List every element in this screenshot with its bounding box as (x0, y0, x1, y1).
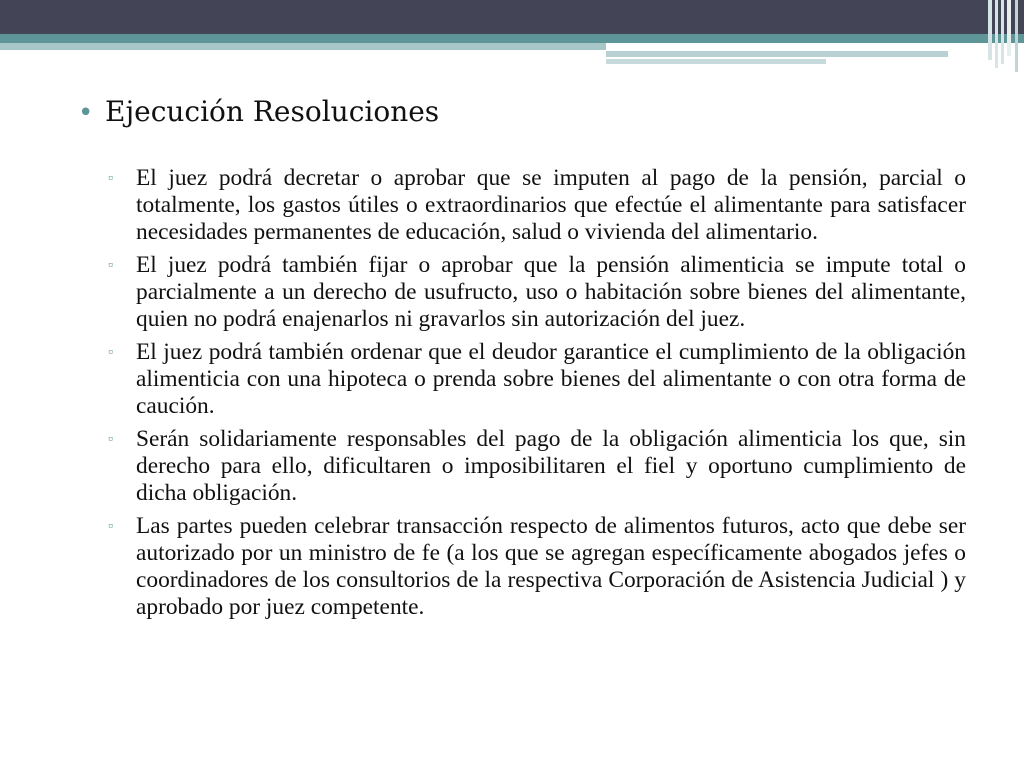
header-stripe (995, 0, 998, 68)
slide-title-text: Ejecución Resoluciones (105, 95, 440, 128)
list-item-text: Serán solidariamente responsables del pago de la obligación alimenticia los que, sin derecho para ello, dificultaren o imposibilitaren el fiel y oportuno cumplimiento de dicha obligación. (136, 426, 966, 506)
list-item-text: El juez podrá decretar o aprobar que se imputen al pago de la pensión, parcial o totalmente, los gastos útiles o extraordinarios que efectúe el alimentante para satisfacer necesidades permanentes de educación, salud o vivienda del alimentario. (136, 165, 966, 245)
square-bullet-icon: ▫ (108, 432, 113, 447)
square-bullet-icon: ▫ (108, 171, 113, 186)
header-stripe (988, 0, 992, 60)
title-bullet-icon: • (78, 98, 94, 128)
square-bullet-icon: ▫ (108, 258, 113, 273)
list-item-text: El juez podrá también ordenar que el deudor garantice el cumplimiento de la obligación alimenticia con una hipoteca o prenda sobre bienes del alimentante o con otra forma de caución. (136, 339, 966, 419)
list-item (108, 426, 966, 507)
header-stripe (1001, 0, 1004, 64)
header-dark-bar (0, 0, 1024, 34)
square-bullet-icon: ▫ (108, 345, 113, 360)
list-item (108, 339, 966, 420)
header-stripe (1015, 0, 1018, 72)
list-item-text: El juez podrá también fijar o aprobar que la pensión alimenticia se impute total o parcialmente a un derecho de usufructo, uso o habitación sobre bienes del alimentante, quien no podrá enajenarlos ni gravarlos sin autorización del juez. (136, 252, 966, 332)
bullet-list (108, 165, 966, 627)
square-bullet-icon: ▫ (108, 519, 113, 534)
header-accent-line-1 (606, 51, 948, 57)
header-gap (606, 43, 1024, 51)
list-item (108, 513, 966, 621)
header-stripe (1007, 0, 1011, 56)
list-item (108, 252, 966, 333)
header-accent-line-2 (606, 59, 826, 64)
header-teal-bar (0, 34, 1024, 43)
slide-title (78, 92, 439, 133)
list-item (108, 165, 966, 246)
list-item-text: Las partes pueden celebrar transacción respecto de alimentos futuros, acto que debe ser autorizado por un ministro de fe (a los que se agregan específicamente abogados jefes o coordinadores de los consultorios de la respectiva Corporación de Asistencia Judicial ) y aprobado por juez competente. (136, 513, 966, 620)
